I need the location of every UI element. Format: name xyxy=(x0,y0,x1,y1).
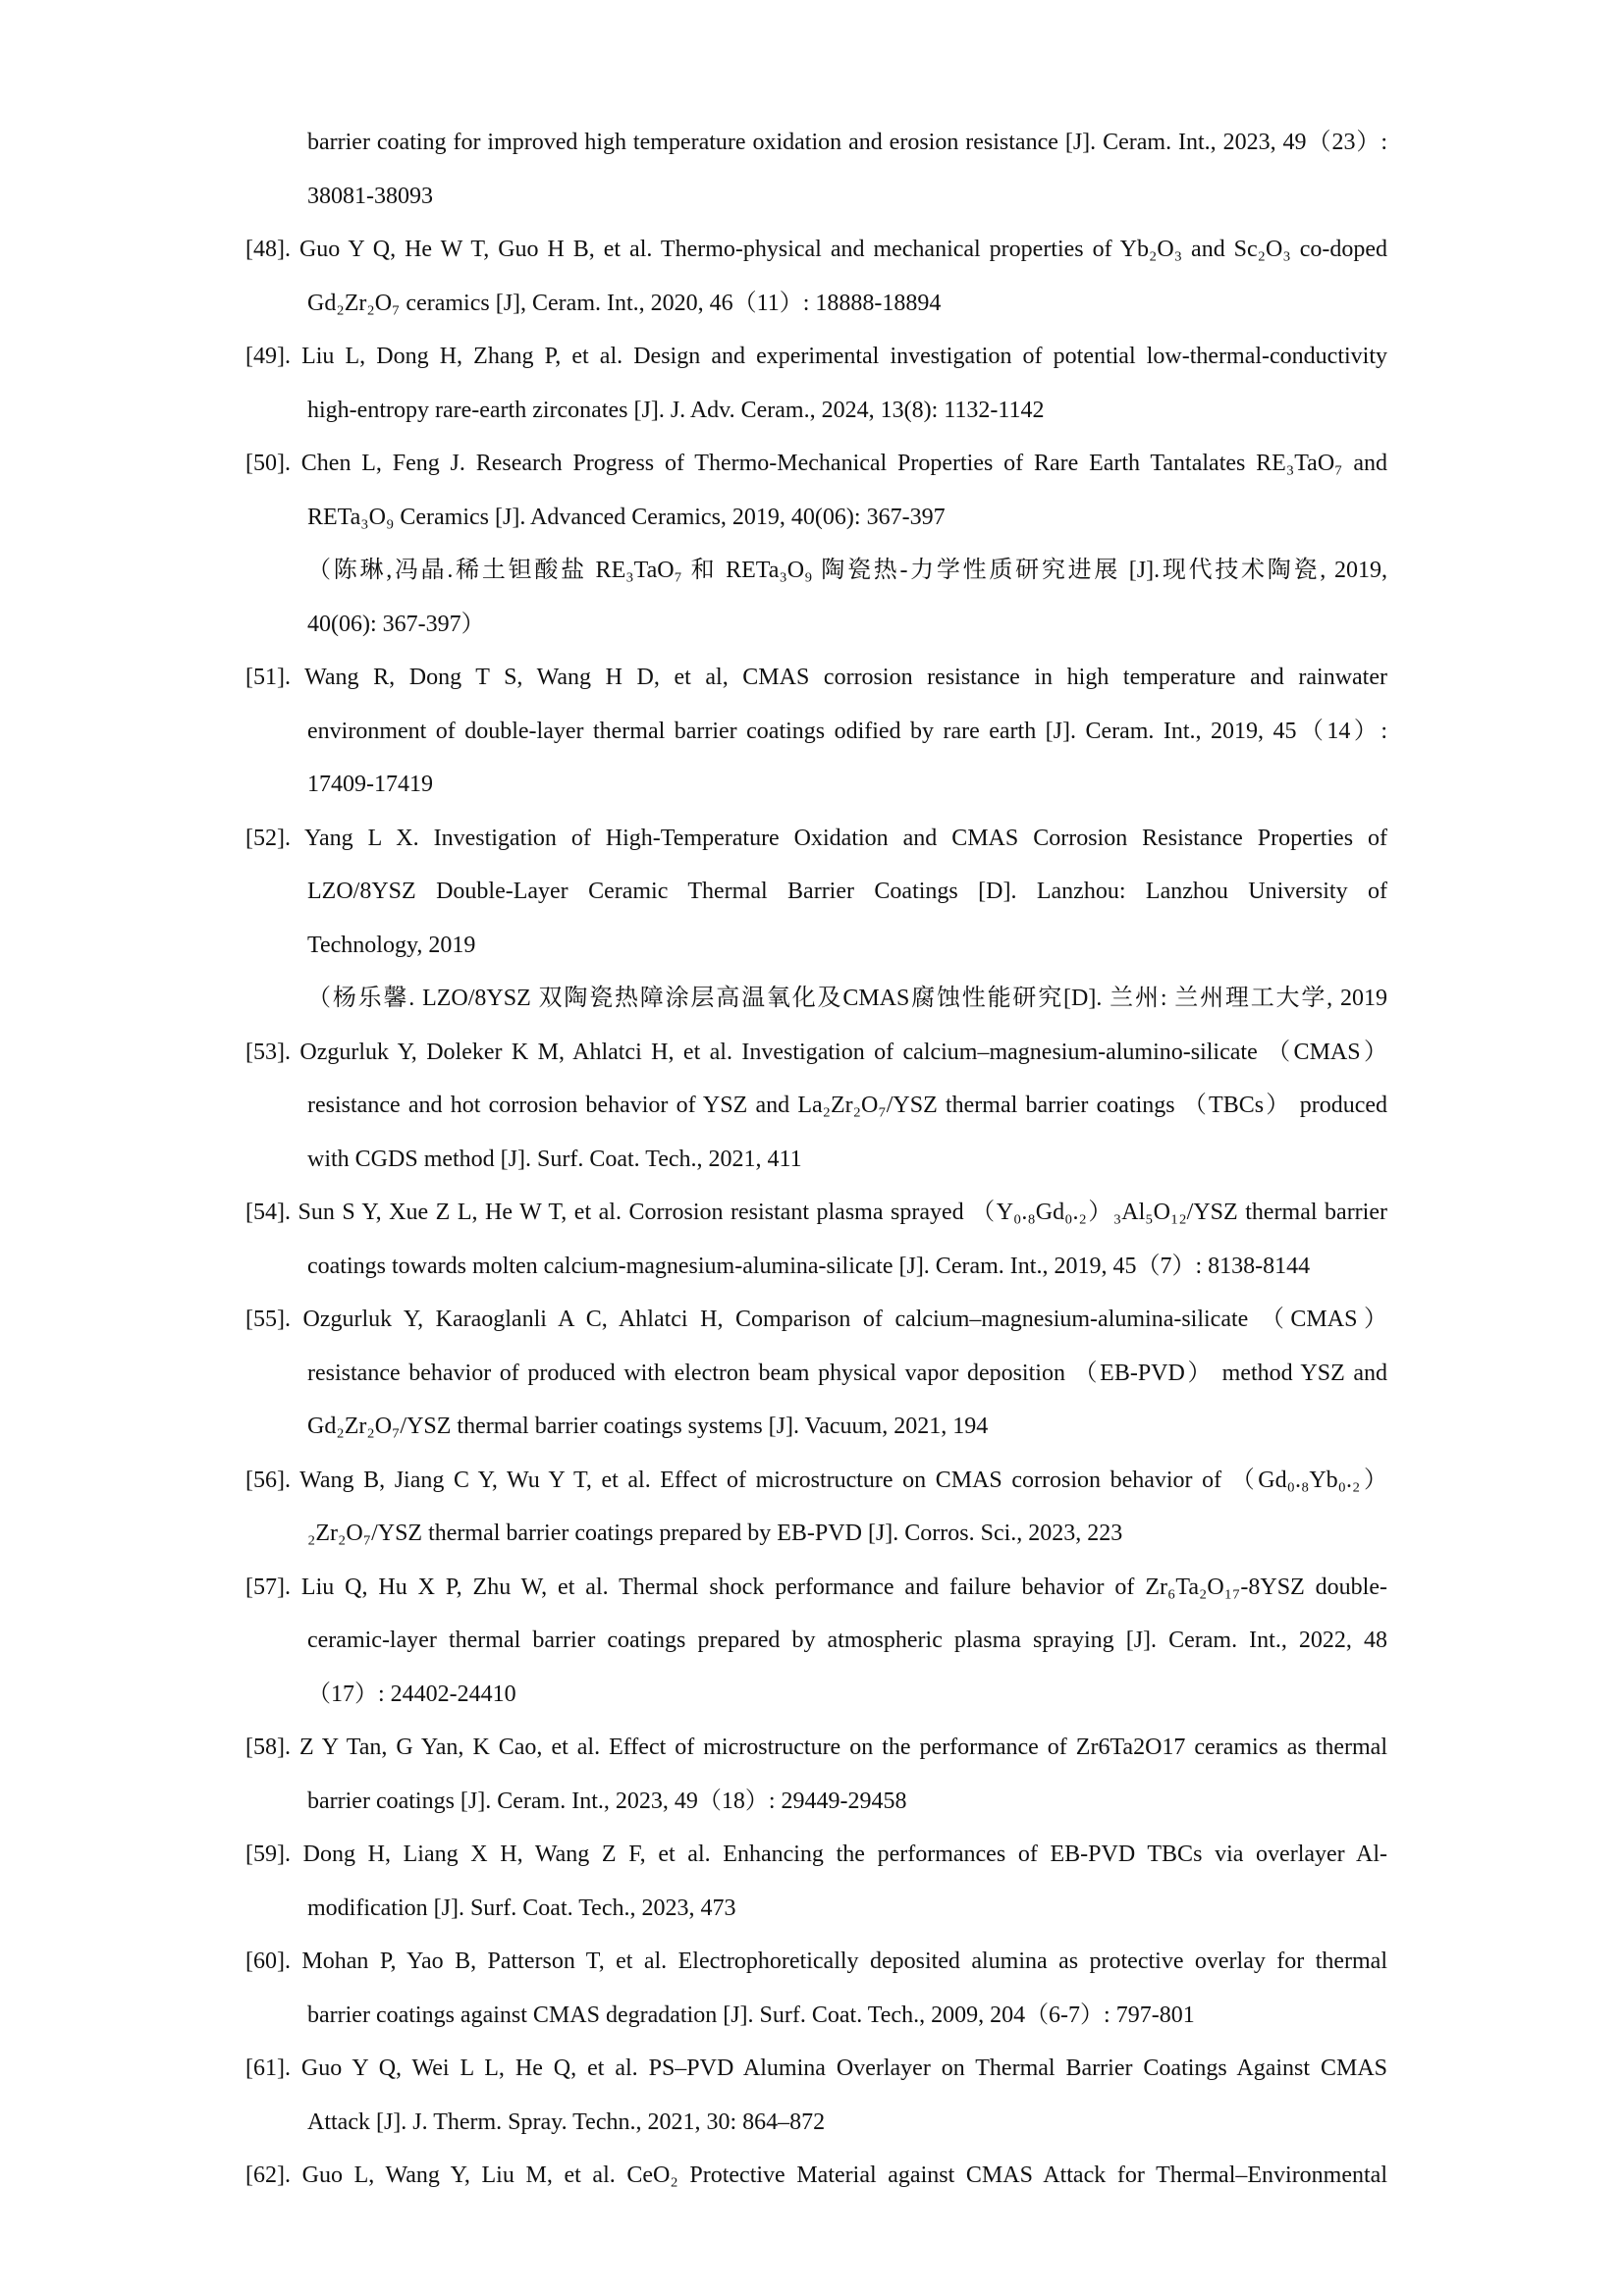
reference-line: resistance behavior of produced with electron beam physical vapor deposition （EB-PVD） method YSZ and xyxy=(307,1360,1387,1386)
reference-line: environment of double-layer thermal barrier coatings odified by rare earth [J]. Ceram. Int., 2019, 45（14）: xyxy=(307,718,1387,744)
reference-line: resistance and hot corrosion behavior of YSZ and La₂Zr₂O₇/YSZ thermal barrier coatings （TBCs） produced xyxy=(307,1093,1387,1118)
reference-line: ceramic-layer thermal barrier coatings prepared by atmospheric plasma spraying [J]. Ceram. Int., 2022, 48 xyxy=(307,1628,1387,1653)
reference-line: Gd₂Zr₂O₇ ceramics [J], Ceram. Int., 2020, 46（11）: 18888-18894 xyxy=(307,290,942,316)
reference-line: （17）: 24402-24410 xyxy=(307,1681,516,1707)
reference-entry-start: [48]. Guo Y Q, He W T, Guo H B, et al. Thermo-physical and mechanical properties of Yb₂O₃ and Sc₂O₃ co-doped xyxy=(245,237,1387,262)
reference-entry-start: [54]. Sun S Y, Xue Z L, He W T, et al. Corrosion resistant plasma sprayed （Y₀.₈Gd₀.₂）₃Al₅O₁₂/YSZ thermal barrier xyxy=(245,1200,1387,1225)
reference-line: coatings towards molten calcium-magnesium-alumina-silicate [J]. Ceram. Int., 2019, 45（7）: 8138-8144 xyxy=(307,1253,1311,1279)
reference-line: Technology, 2019 xyxy=(307,932,476,958)
reference-line: barrier coating for improved high temperature oxidation and erosion resistance [J]. Ceram. Int., 2023, 49（23）: xyxy=(307,130,1387,155)
reference-entry-start: [59]. Dong H, Liang X H, Wang Z F, et al. Enhancing the performances of EB-PVD TBCs via overlayer Al- xyxy=(245,1842,1387,1867)
reference-line: barrier coatings against CMAS degradation [J]. Surf. Coat. Tech., 2009, 204（6-7）: 797-801 xyxy=(307,2002,1195,2028)
reference-entry-start: [51]. Wang R, Dong T S, Wang H D, et al, CMAS corrosion resistance in high temperature and rainwater xyxy=(245,665,1387,690)
reference-line: modification [J]. Surf. Coat. Tech., 2023, 473 xyxy=(307,1895,736,1921)
reference-line: ₂Zr₂O₇/YSZ thermal barrier coatings prepared by EB-PVD [J]. Corros. Sci., 2023, 223 xyxy=(307,1521,1123,1546)
reference-entry-start: [52]. Yang L X. Investigation of High-Temperature Oxidation and CMAS Corrosion Resistance Properties of xyxy=(245,825,1387,851)
reference-entry-start: [57]. Liu Q, Hu X P, Zhu W, et al. Thermal shock performance and failure behavior of Zr₆Ta₂O₁₇-8YSZ double- xyxy=(245,1574,1387,1600)
reference-entry-start: [61]. Guo Y Q, Wei L L, He Q, et al. PS–PVD Alumina Overlayer on Thermal Barrier Coatings Against CMAS xyxy=(245,2056,1387,2081)
reference-line: 17409-17419 xyxy=(307,772,433,797)
reference-line: （陈琳,冯晶.稀土钽酸盐 RE₃TaO₇ 和 RETa₃O₉ 陶瓷热-力学性质研究进展 [J].现代技术陶瓷, 2019, xyxy=(307,558,1387,583)
reference-line: Gd₂Zr₂O₇/YSZ thermal barrier coatings systems [J]. Vacuum, 2021, 194 xyxy=(307,1414,989,1439)
reference-entry-start: [50]. Chen L, Feng J. Research Progress of Thermo-Mechanical Properties of Rare Earth Tantalates RE₃TaO₇ and xyxy=(245,451,1387,476)
reference-entry-start: [56]. Wang B, Jiang C Y, Wu Y T, et al. Effect of microstructure on CMAS corrosion behavior of （Gd₀.₈Yb₀.₂） xyxy=(245,1467,1387,1493)
reference-line: （杨乐馨. LZO/8YSZ 双陶瓷热障涂层高温氧化及CMAS腐蚀性能研究[D]. 兰州: 兰州理工大学, 2019 xyxy=(307,986,1387,1011)
reference-line: Attack [J]. J. Therm. Spray. Techn., 2021, 30: 864–872 xyxy=(307,2109,826,2135)
reference-line: 38081-38093 xyxy=(307,183,433,209)
reference-line: RETa₃O₉ Ceramics [J]. Advanced Ceramics, 2019, 40(06): 367-397 xyxy=(307,504,946,530)
reference-entry-start: [58]. Z Y Tan, G Yan, K Cao, et al. Effect of microstructure on the performance of Zr6Ta2O17 ceramics as thermal xyxy=(245,1735,1387,1760)
reference-entry-start: [49]. Liu L, Dong H, Zhang P, et al. Design and experimental investigation of potential low-thermal-conductivity xyxy=(245,344,1387,369)
reference-line: LZO/8YSZ Double-Layer Ceramic Thermal Barrier Coatings [D]. Lanzhou: Lanzhou University of xyxy=(307,879,1387,904)
reference-entry-start: [53]. Ozgurluk Y, Doleker K M, Ahlatci H, et al. Investigation of calcium–magnesium-alumino-silicate （CMAS） xyxy=(245,1039,1387,1065)
reference-line: 40(06): 367-397） xyxy=(307,611,485,637)
reference-entry-start: [60]. Mohan P, Yao B, Patterson T, et al. Electrophoretically deposited alumina as protective overlay for thermal xyxy=(245,1949,1387,1974)
reference-entry-start: [55]. Ozgurluk Y, Karaoglanli A C, Ahlatci H, Comparison of calcium–magnesium-alumina-silicate （CMAS） xyxy=(245,1307,1387,1332)
reference-line: barrier coatings [J]. Ceram. Int., 2023, 49（18）: 29449-29458 xyxy=(307,1788,907,1814)
reference-line: high-entropy rare-earth zirconates [J]. J. Adv. Ceram., 2024, 13(8): 1132-1142 xyxy=(307,397,1045,423)
reference-entry-start: [62]. Guo L, Wang Y, Liu M, et al. CeO₂ Protective Material against CMAS Attack for Thermal–Environmental xyxy=(245,2163,1387,2188)
reference-line: with CGDS method [J]. Surf. Coat. Tech., 2021, 411 xyxy=(307,1146,802,1172)
